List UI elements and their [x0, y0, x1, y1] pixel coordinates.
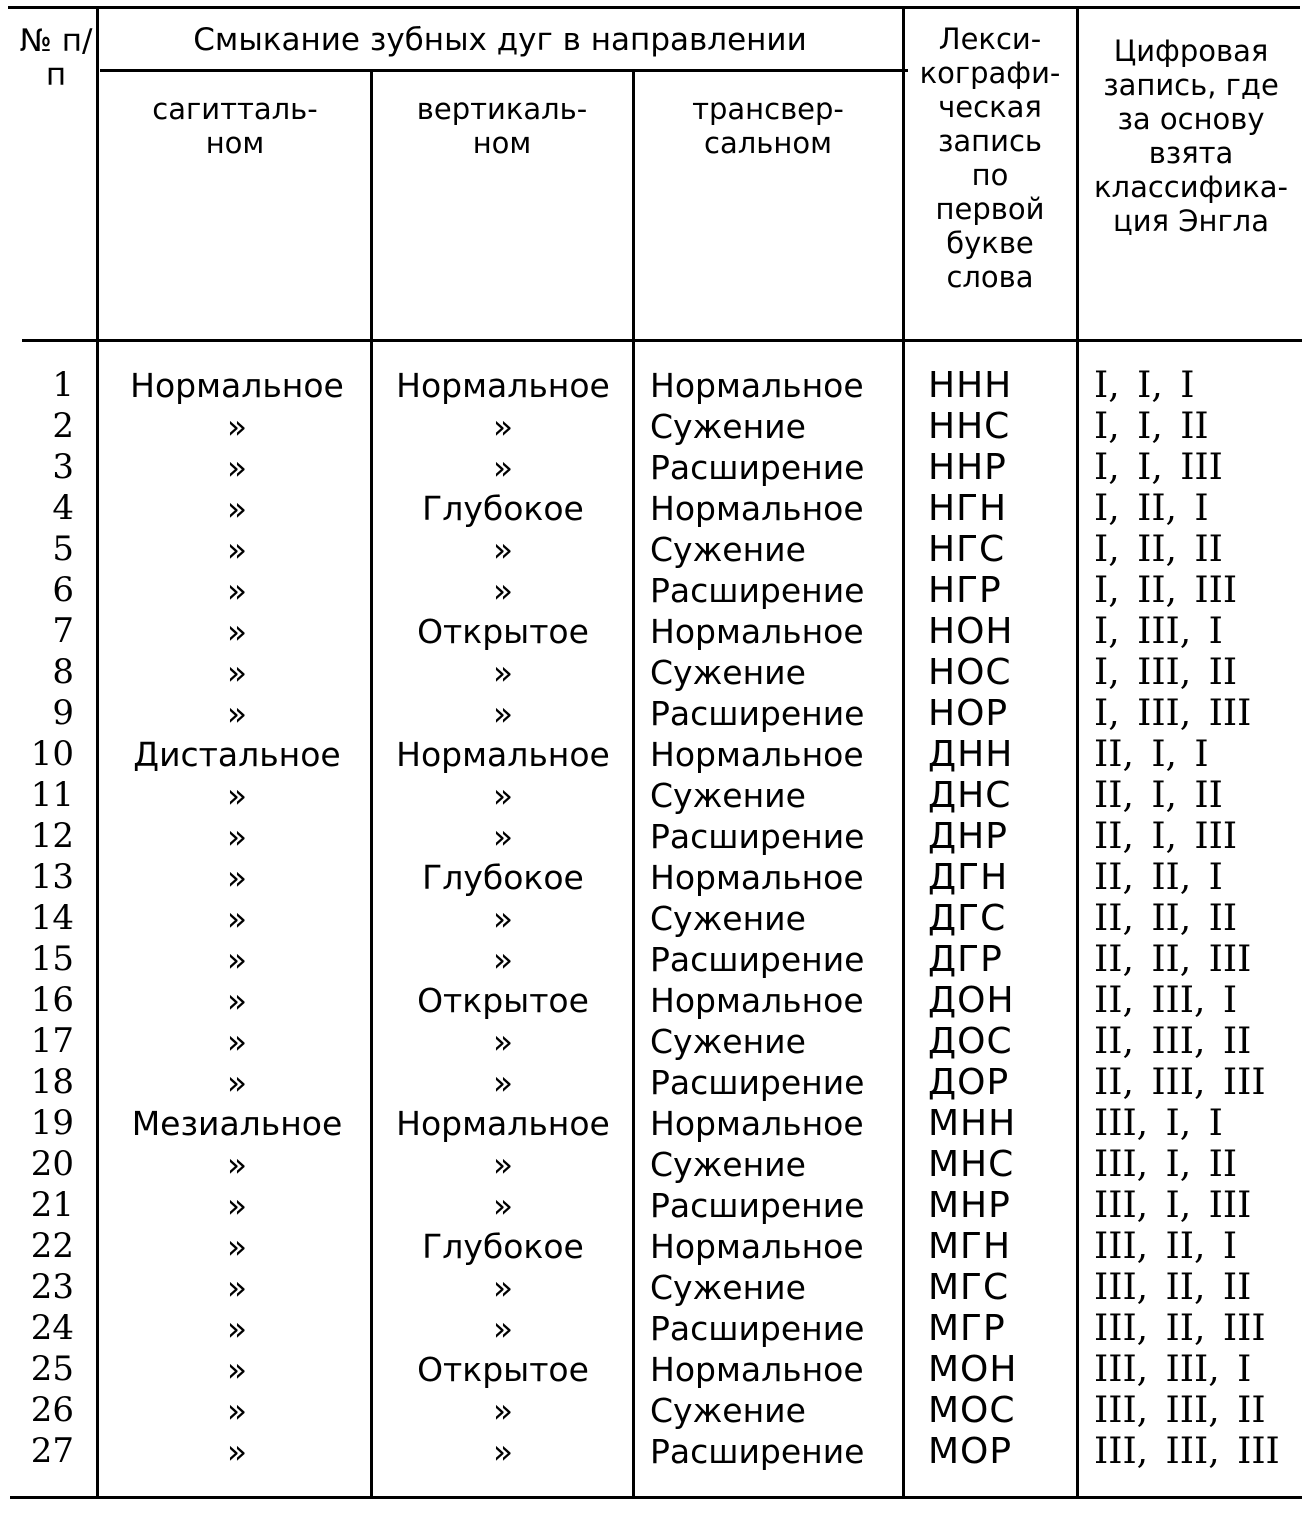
row-lexicographic: ДНР — [928, 816, 1008, 857]
row-vertical: » — [492, 1268, 514, 1307]
row-number: 15 — [30, 939, 74, 979]
row-vertical: Открытое — [417, 1350, 589, 1389]
row-number: 11 — [30, 775, 74, 815]
row-lexicographic: МГН — [928, 1226, 1012, 1267]
row-number: 17 — [30, 1021, 74, 1061]
row-digital: II, III, III — [1094, 1062, 1266, 1103]
row-number: 7 — [52, 611, 74, 651]
row-vertical: » — [492, 653, 514, 692]
row-digital: III, II, II — [1094, 1267, 1252, 1308]
row-sagittal: » — [226, 571, 248, 610]
col-divider-ver — [632, 71, 635, 1496]
row-digital: II, I, I — [1094, 734, 1209, 775]
row-digital: III, I, I — [1094, 1103, 1223, 1144]
row-number: 24 — [30, 1308, 74, 1348]
row-digital: II, II, II — [1094, 898, 1238, 939]
row-digital: I, I, I — [1094, 365, 1195, 406]
row-digital: III, III, I — [1094, 1349, 1252, 1390]
row-sagittal: » — [226, 612, 248, 651]
row-lexicographic: ДГР — [928, 939, 1003, 980]
row-lexicographic: ННС — [928, 406, 1011, 447]
row-sagittal: » — [226, 1350, 248, 1389]
row-number: 3 — [52, 447, 74, 487]
group-underline — [100, 69, 908, 72]
row-transversal: Расширение — [650, 1309, 865, 1348]
row-transversal: Расширение — [650, 940, 865, 979]
row-vertical: » — [492, 1391, 514, 1430]
row-sagittal: » — [226, 653, 248, 692]
row-number: 1 — [52, 365, 74, 405]
row-lexicographic: МНР — [928, 1185, 1011, 1226]
row-vertical: Нормальное — [396, 366, 610, 405]
col-divider-sag — [370, 71, 373, 1496]
row-number: 23 — [30, 1267, 74, 1307]
row-digital: I, III, III — [1094, 693, 1252, 734]
row-transversal: Нормальное — [650, 366, 864, 405]
row-vertical: » — [492, 776, 514, 815]
row-vertical: » — [492, 1063, 514, 1102]
row-digital: III, I, II — [1094, 1144, 1238, 1185]
row-lexicographic: ННН — [928, 365, 1013, 406]
row-transversal: Сужение — [650, 1391, 806, 1430]
row-vertical: Нормальное — [396, 735, 610, 774]
row-sagittal: » — [226, 489, 248, 528]
row-lexicographic: МГС — [928, 1267, 1010, 1308]
row-transversal: Сужение — [650, 1022, 806, 1061]
row-lexicographic: НГР — [928, 570, 1002, 611]
row-number: 6 — [52, 570, 74, 610]
row-sagittal: » — [226, 1268, 248, 1307]
row-sagittal: » — [226, 817, 248, 856]
row-number: 8 — [52, 652, 74, 692]
row-number: 21 — [30, 1185, 74, 1225]
row-number: 25 — [30, 1349, 74, 1389]
row-digital: I, III, I — [1094, 611, 1223, 652]
row-vertical: » — [492, 1432, 514, 1471]
row-sagittal: Мезиальное — [131, 1104, 343, 1143]
row-sagittal: » — [226, 1022, 248, 1061]
top-rule — [8, 6, 1300, 9]
row-sagittal: » — [226, 776, 248, 815]
row-transversal: Нормальное — [650, 489, 864, 528]
row-number: 22 — [30, 1226, 74, 1266]
row-transversal: Сужение — [650, 776, 806, 815]
row-sagittal: » — [226, 981, 248, 1020]
row-sagittal: » — [226, 1391, 248, 1430]
row-number: 16 — [30, 980, 74, 1020]
row-vertical: Глубокое — [422, 489, 584, 528]
row-number: 13 — [30, 857, 74, 897]
row-digital: I, II, II — [1094, 529, 1223, 570]
row-vertical: » — [492, 1022, 514, 1061]
row-number: 18 — [30, 1062, 74, 1102]
row-lexicographic: ДГС — [928, 898, 1007, 939]
row-vertical: » — [492, 899, 514, 938]
row-vertical: Глубокое — [422, 858, 584, 897]
row-sagittal: » — [226, 530, 248, 569]
row-transversal: Расширение — [650, 448, 865, 487]
row-sagittal: » — [226, 899, 248, 938]
row-lexicographic: НГН — [928, 488, 1008, 529]
row-sagittal: Дистальное — [133, 735, 341, 774]
row-number: 2 — [52, 406, 74, 446]
row-sagittal: » — [226, 858, 248, 897]
row-digital: I, II, I — [1094, 488, 1209, 529]
row-number: 10 — [30, 734, 74, 774]
row-transversal: Сужение — [650, 530, 806, 569]
row-transversal: Нормальное — [650, 735, 864, 774]
row-sagittal: » — [226, 1432, 248, 1471]
row-vertical: Глубокое — [422, 1227, 584, 1266]
row-transversal: Нормальное — [650, 1350, 864, 1389]
row-vertical: » — [492, 407, 514, 446]
row-sagittal: » — [226, 694, 248, 733]
row-digital: I, III, II — [1094, 652, 1238, 693]
row-lexicographic: МНН — [928, 1103, 1017, 1144]
row-vertical: » — [492, 1145, 514, 1184]
row-sagittal: » — [226, 1063, 248, 1102]
row-transversal: Расширение — [650, 1063, 865, 1102]
row-vertical: » — [492, 1309, 514, 1348]
bottom-rule — [10, 1496, 1302, 1499]
header-digital: Цифровая запись, где за основу взята классифика- ция Энгла — [1094, 34, 1288, 238]
row-number: 19 — [30, 1103, 74, 1143]
row-lexicographic: ДНН — [928, 734, 1014, 775]
row-vertical: » — [492, 694, 514, 733]
row-number: 9 — [52, 693, 74, 733]
row-transversal: Нормальное — [650, 1104, 864, 1143]
row-number: 14 — [30, 898, 74, 938]
header-bottom-rule — [22, 339, 1302, 342]
row-number: 20 — [30, 1144, 74, 1184]
row-transversal: Сужение — [650, 1268, 806, 1307]
row-lexicographic: ДОС — [928, 1021, 1013, 1062]
row-lexicographic: ДГН — [928, 857, 1009, 898]
row-sagittal: » — [226, 940, 248, 979]
row-vertical: » — [492, 530, 514, 569]
row-digital: I, I, II — [1094, 406, 1209, 447]
row-transversal: Нормальное — [650, 981, 864, 1020]
row-digital: II, II, I — [1094, 857, 1223, 898]
row-digital: III, I, III — [1094, 1185, 1252, 1226]
row-digital: II, I, III — [1094, 816, 1238, 857]
row-vertical: » — [492, 448, 514, 487]
row-transversal: Нормальное — [650, 612, 864, 651]
row-transversal: Сужение — [650, 899, 806, 938]
row-transversal: Расширение — [650, 1186, 865, 1225]
row-sagittal: » — [226, 1186, 248, 1225]
header-vertical: вертикаль- ном — [416, 92, 588, 160]
row-lexicographic: МОР — [928, 1431, 1013, 1472]
row-number: 12 — [30, 816, 74, 856]
row-sagittal: » — [226, 448, 248, 487]
row-lexicographic: НОН — [928, 611, 1014, 652]
row-digital: III, III, II — [1094, 1390, 1266, 1431]
row-digital: II, II, III — [1094, 939, 1252, 980]
row-lexicographic: ДОР — [928, 1062, 1010, 1103]
row-transversal: Сужение — [650, 1145, 806, 1184]
row-transversal: Сужение — [650, 407, 806, 446]
row-digital: III, III, III — [1094, 1431, 1280, 1472]
row-lexicographic: МНС — [928, 1144, 1015, 1185]
row-lexicographic: МОН — [928, 1349, 1018, 1390]
row-digital: III, II, I — [1094, 1226, 1238, 1267]
header-group-title: Смыкание зубных дуг в направлении — [193, 22, 807, 58]
row-transversal: Нормальное — [650, 1227, 864, 1266]
row-number: 4 — [52, 488, 74, 528]
col-divider-num — [96, 8, 99, 1496]
row-transversal: Расширение — [650, 1432, 865, 1471]
row-transversal: Сужение — [650, 653, 806, 692]
row-vertical: Нормальное — [396, 1104, 610, 1143]
row-digital: I, II, III — [1094, 570, 1238, 611]
row-sagittal: » — [226, 1227, 248, 1266]
row-digital: I, I, III — [1094, 447, 1223, 488]
row-lexicographic: ДНС — [928, 775, 1012, 816]
row-lexicographic: НГС — [928, 529, 1006, 570]
row-sagittal: » — [226, 1145, 248, 1184]
row-digital: II, I, II — [1094, 775, 1223, 816]
row-lexicographic: ННР — [928, 447, 1007, 488]
row-vertical: » — [492, 1186, 514, 1225]
row-sagittal: » — [226, 407, 248, 446]
row-vertical: » — [492, 817, 514, 856]
row-number: 27 — [30, 1431, 74, 1471]
header-lexicographic: Лекси- кографи- ческая запись по первой букве слова — [919, 22, 1061, 294]
row-vertical: » — [492, 940, 514, 979]
row-transversal: Расширение — [650, 694, 865, 733]
row-transversal: Нормальное — [650, 858, 864, 897]
row-transversal: Расширение — [650, 817, 865, 856]
row-vertical: Открытое — [417, 981, 589, 1020]
row-sagittal: » — [226, 1309, 248, 1348]
row-vertical: » — [492, 571, 514, 610]
row-digital: II, III, II — [1094, 1021, 1252, 1062]
row-digital: III, II, III — [1094, 1308, 1266, 1349]
header-number: № п/п — [19, 23, 93, 93]
row-lexicographic: МОС — [928, 1390, 1016, 1431]
row-vertical: Открытое — [417, 612, 589, 651]
row-lexicographic: НОС — [928, 652, 1012, 693]
row-number: 5 — [52, 529, 74, 569]
row-lexicographic: МГР — [928, 1308, 1006, 1349]
row-digital: II, III, I — [1094, 980, 1238, 1021]
header-sagittal: сагитталь- ном — [152, 92, 318, 160]
row-number: 26 — [30, 1390, 74, 1430]
row-sagittal: Нормальное — [130, 366, 344, 405]
header-transversal: трансвер- сальном — [692, 92, 844, 160]
row-lexicographic: ДОН — [928, 980, 1015, 1021]
row-transversal: Расширение — [650, 571, 865, 610]
row-lexicographic: НОР — [928, 693, 1009, 734]
